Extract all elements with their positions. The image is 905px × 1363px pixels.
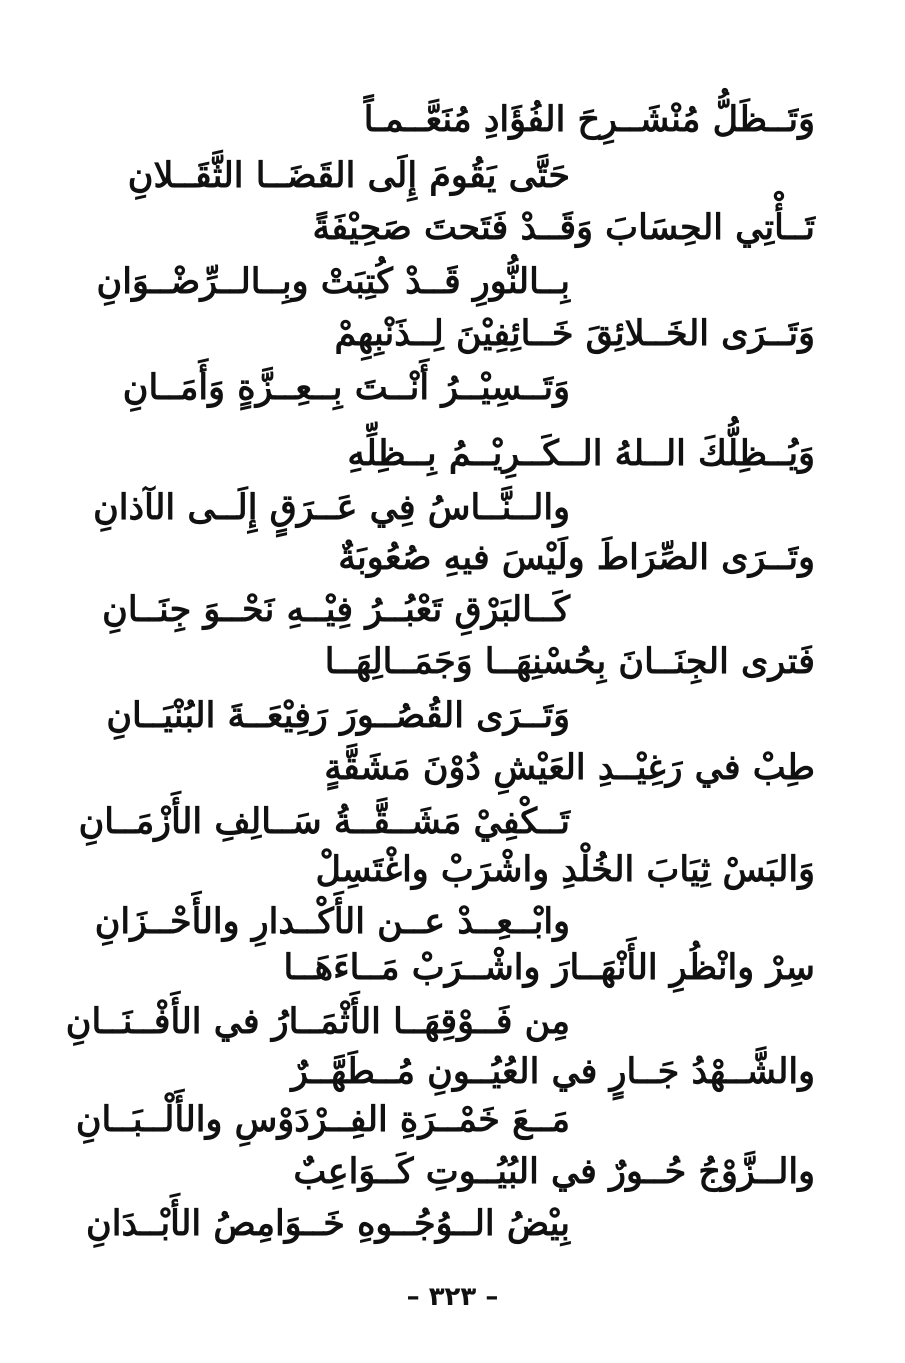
verse-line-17: سِرْ وانْظُرِ الأَنْهَــارَ واشْــرَبْ مَــاءَهَــا	[283, 947, 815, 988]
verse-line-10: كَــالبَرْقِ تَعْبُــرُ فِيْــهِ نَحْــوَ جِنَــانِ	[102, 589, 570, 630]
verse-line-11: فَترى الجِنَــانَ بِحُسْنِهَــا وَجَمَــالِهَــا	[324, 641, 815, 682]
verse-line-12: وَتَــرَى القُصُــورَ رَفِيْعَــةَ البُنْيَــانِ	[106, 695, 570, 736]
verse-line-21: والــزَّوْجُ حُــورٌ في البُيُــوتِ كَــوَاعِبٌ	[293, 1151, 815, 1192]
verse-line-18: مِن فَــوْقِهَــا الأَثْمَــارُ في الأَفْــنَــانِ	[65, 1001, 570, 1042]
verse-line-3: تَــأْتِي الحِسَابَ وَقَــدْ فَتَحتَ صَحِيْفَةً	[312, 207, 815, 248]
verse-line-19: والشَّــهْدُ جَــارٍ في العُيُــونِ مُــطَهَّــرٌ	[291, 1051, 815, 1092]
verse-line-9: وتَــرَى الصِّرَاطَ ولَيْسَ فيهِ صُعُوبَةٌ	[338, 537, 815, 578]
page-number: – ٣٢٣ –	[406, 1282, 499, 1312]
verse-line-14: تَــكْفِيْ مَشَــقَّــةُ سَــالِفِ الأَزْمَــانِ	[78, 801, 570, 842]
verse-line-13: طِبْ في رَغِيْــدِ العَيْشِ دُوْنَ مَشَقَّةٍ	[324, 747, 815, 788]
verse-line-2: حَتَّى يَقُومَ إِلَى القَضَــا الثَّقَــلانِ	[127, 155, 570, 196]
verse-line-16: وابْــعِــدْ عــن الأَكْــدارِ والأَحْــزَانِ	[94, 901, 570, 942]
verse-line-5: وَتَــرَى الخَــلائِقَ خَــائِفِيْنَ لِــذَنْبِهِمْ	[334, 313, 815, 354]
verse-line-20: مَــعَ خَمْــرَةِ الفِــرْدَوْسِ والأَلْــبَــانِ	[75, 1099, 570, 1140]
verse-line-1: وَتَــظَلُّ مُنْشَــرِحَ الفُؤَادِ مُنَعَّــمـاً	[363, 99, 815, 140]
verse-line-4: بِــالنُّورِ قَــدْ كُتِبَتْ وبِــالــرِّضْــوَانِ	[96, 261, 570, 302]
verse-line-8: والــنَّــاسُ فِي عَــرَقٍ إِلَــى الآذانِ	[93, 487, 570, 528]
verse-line-6: وَتَــسِيْــرُ أَنْــتَ بِــعِــزَّةٍ وَأَمَــانِ	[122, 367, 570, 408]
verse-line-22: بِيْضُ الــوُجُــوهِ خَــوَامِصُ الأَبْــدَانِ	[86, 1203, 570, 1244]
verse-line-7: وَيُــظِلُّكَ الــلهُ الــكَــرِيْــمُ بِــظِلِّهِ	[347, 433, 815, 474]
verse-line-15: وَالبَسْ ثِيَابَ الخُلْدِ واشْرَبْ واغْتَسِلْ	[315, 849, 815, 890]
